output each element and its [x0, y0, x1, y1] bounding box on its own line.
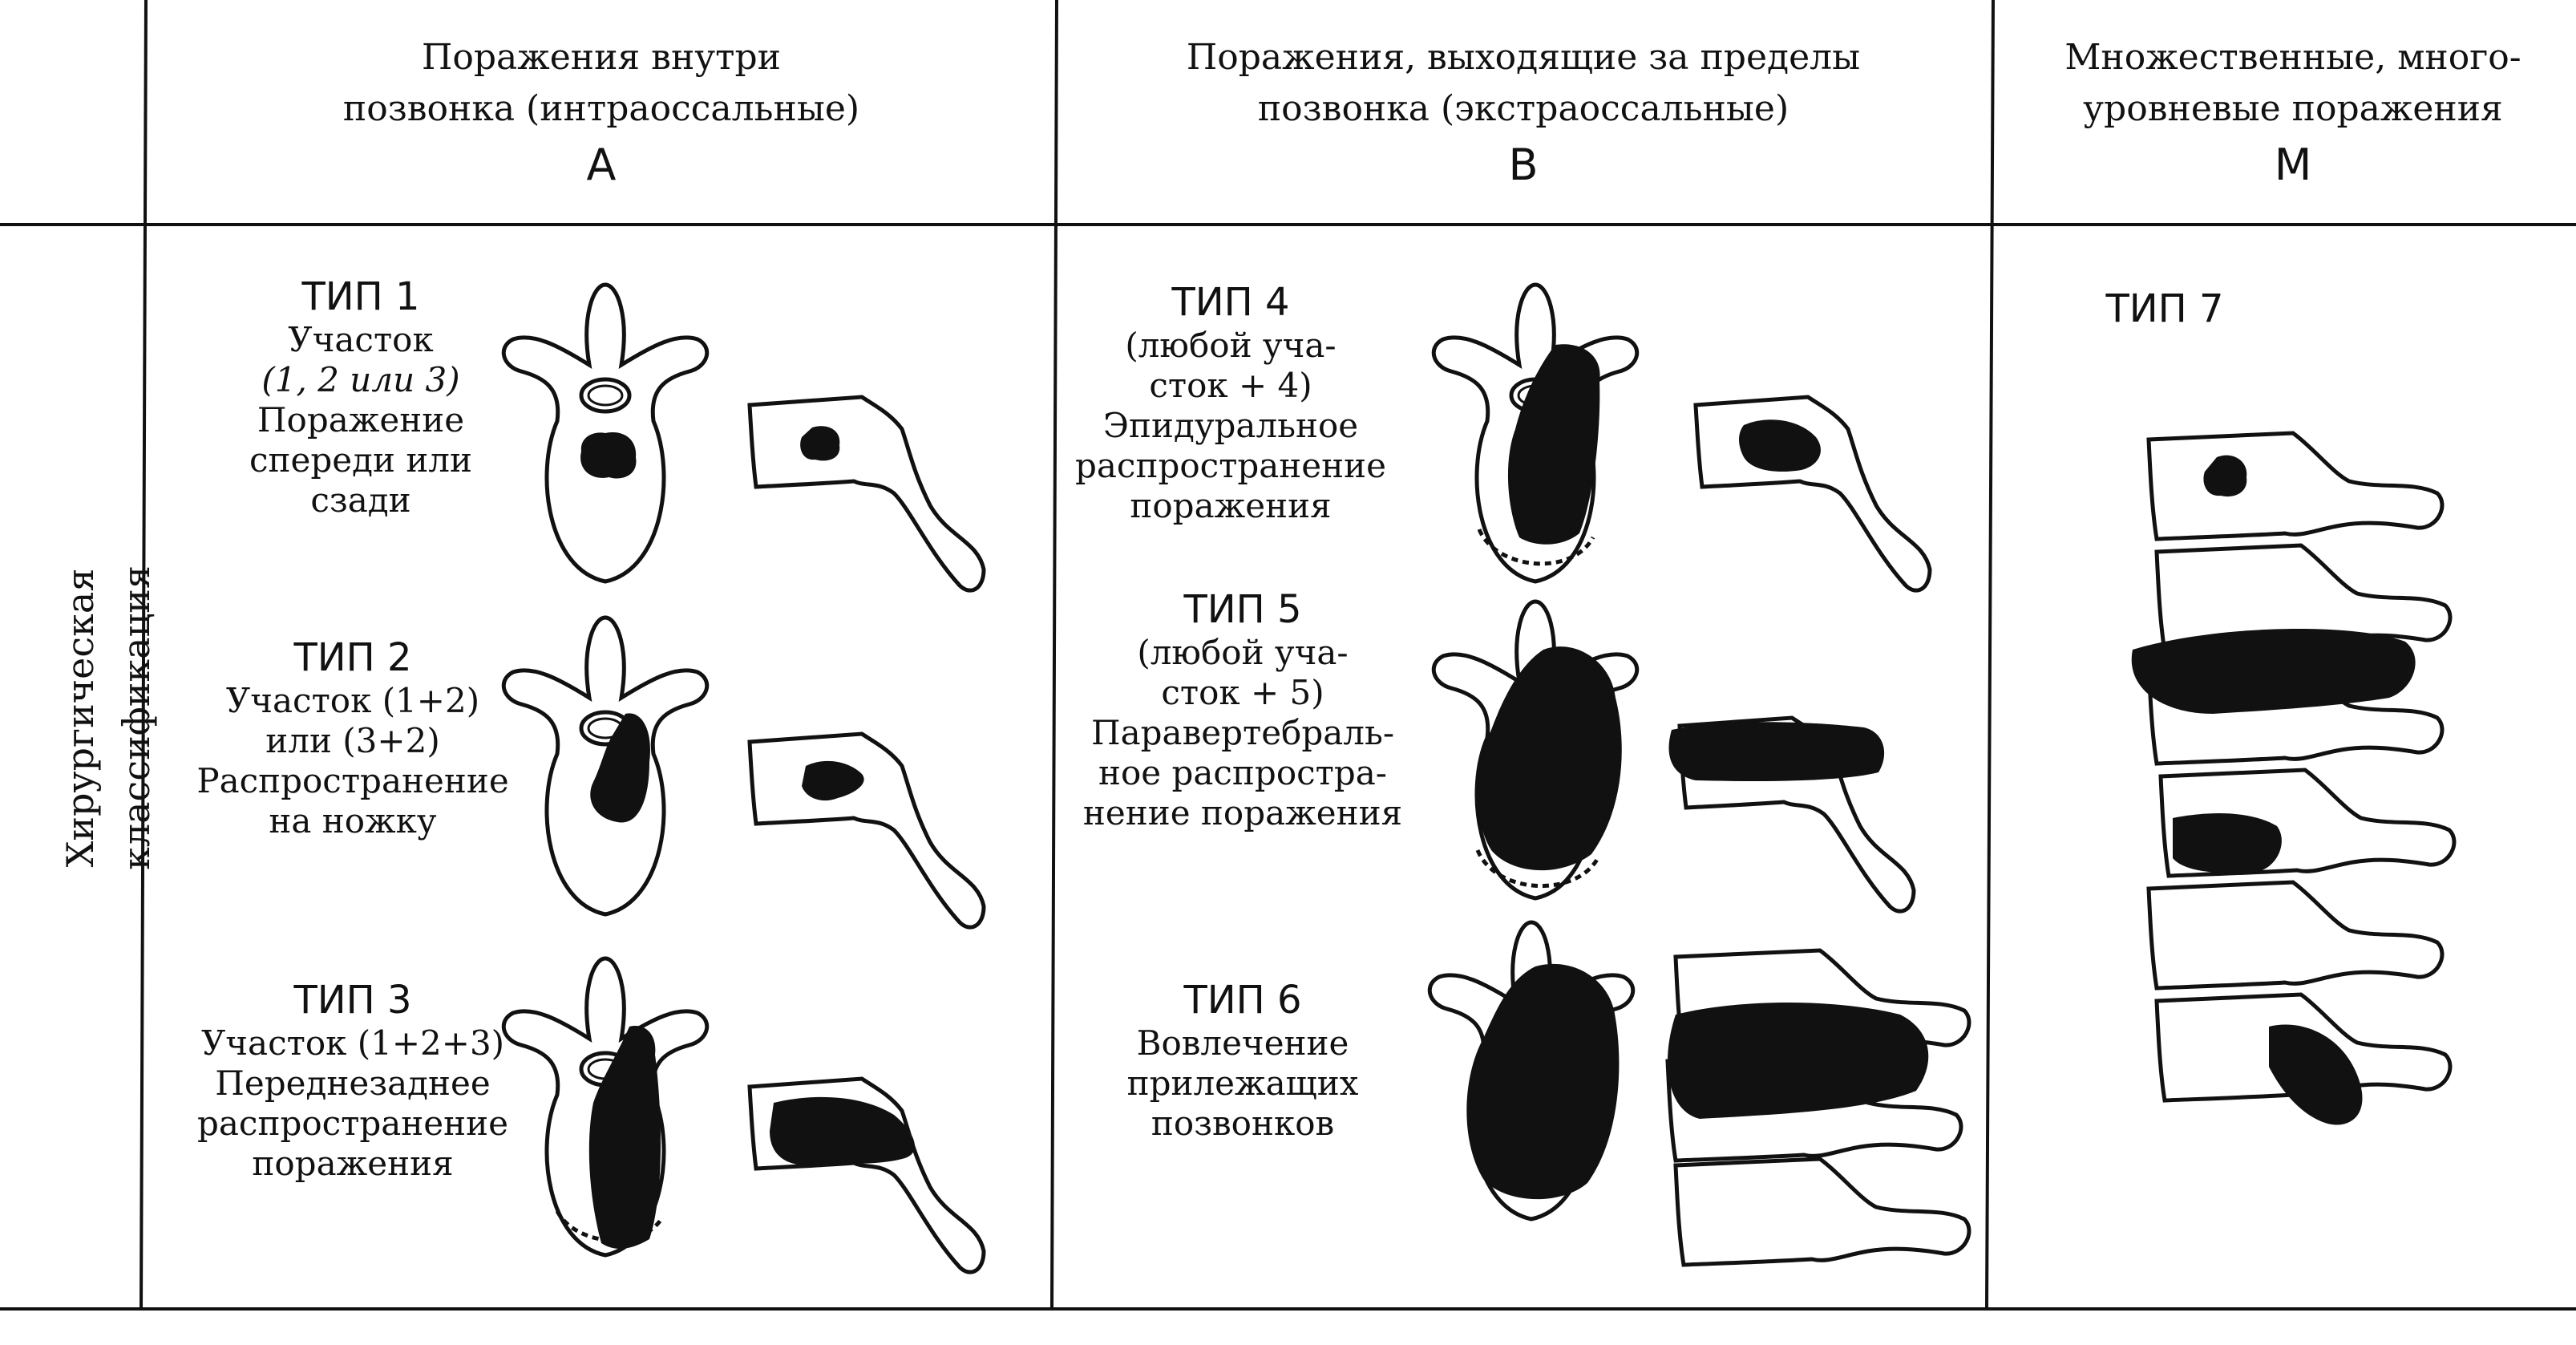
- type-1-line: (1, 2 или 3): [261, 360, 460, 399]
- type-4-line: (любой уча-: [1125, 326, 1337, 365]
- row-label: Хирургическая классификация: [59, 565, 158, 870]
- type-4-line: Эпидуральное: [1102, 406, 1359, 445]
- type-1-line: Участок: [288, 320, 434, 359]
- type-1-lateral-figure: [750, 397, 984, 590]
- type-5-line: Паравертебраль-: [1090, 713, 1395, 752]
- type-7-title: ТИП 7: [2105, 286, 2224, 331]
- type-2-line: на ножку: [269, 801, 437, 841]
- column-header-a-line2: позвонка (интраоссальные): [342, 88, 860, 129]
- type-4-line: поражения: [1130, 486, 1332, 525]
- type-3-line: Участок (1+2+3): [200, 1023, 505, 1063]
- type-5-axial-figure: [1434, 602, 1636, 898]
- column-letter-a: A: [586, 140, 617, 190]
- type-5-title: ТИП 5: [1183, 587, 1302, 632]
- type-1-line: сзади: [310, 480, 411, 520]
- type-5-line: нение поражения: [1082, 793, 1403, 833]
- column-header-m-line1: Множественные, много-: [2064, 37, 2521, 78]
- type-6-line: позвонков: [1151, 1104, 1335, 1143]
- type-2-axial-figure: [503, 618, 706, 914]
- type-2-title: ТИП 2: [293, 635, 412, 680]
- type-4-axial-figure: [1434, 285, 1636, 581]
- column-letter-b: B: [1508, 140, 1539, 190]
- type-2-line: Участок (1+2): [225, 681, 480, 720]
- type-3-line: поражения: [252, 1144, 454, 1183]
- type-5-line: ное распростра-: [1098, 753, 1387, 792]
- type-4-title: ТИП 4: [1171, 280, 1290, 325]
- type-5-line: (любой уча-: [1137, 633, 1349, 672]
- type-1-title: ТИП 1: [301, 274, 420, 319]
- type-1-line: спереди или: [249, 440, 472, 480]
- column-header-b-line1: Поражения, выходящие за пределы: [1186, 37, 1861, 78]
- type-6-axial-figure: [1430, 922, 1632, 1219]
- type-2-lateral-figure: [750, 734, 984, 927]
- type-6-line: Вовлечение: [1136, 1023, 1349, 1063]
- type-4-lateral-figure: [1696, 397, 1930, 590]
- column-header-a-line1: Поражения внутри: [422, 37, 781, 78]
- type-3-lateral-figure: [750, 1079, 984, 1272]
- type-3-axial-figure: [503, 958, 706, 1255]
- type-3-line: распространение: [197, 1104, 508, 1143]
- type-1-line: Поражение: [257, 400, 465, 440]
- type-7-spine-figure: [2132, 433, 2454, 1125]
- type-5-lateral-figure: [1669, 718, 1914, 911]
- type-5-line: сток + 5): [1161, 673, 1324, 712]
- type-3-title: ТИП 3: [293, 978, 412, 1023]
- type-6-line: прилежащих: [1126, 1063, 1359, 1103]
- type-6-title: ТИП 6: [1183, 978, 1302, 1023]
- type-6-lateral-figure: [1668, 950, 1969, 1265]
- type-4-line: распространение: [1075, 446, 1386, 485]
- type-1-axial-figure: [503, 285, 706, 581]
- type-3-line: Переднезаднее: [215, 1063, 491, 1103]
- type-2-line: или (3+2): [265, 721, 440, 760]
- column-header-b-line2: позвонка (экстраоссальные): [1257, 88, 1789, 129]
- column-letter-m: M: [2274, 140, 2312, 190]
- type-2-line: Распространение: [196, 761, 509, 800]
- type-4-line: сток + 4): [1149, 366, 1312, 405]
- column-header-m-line2: уровневые поражения: [2083, 88, 2503, 129]
